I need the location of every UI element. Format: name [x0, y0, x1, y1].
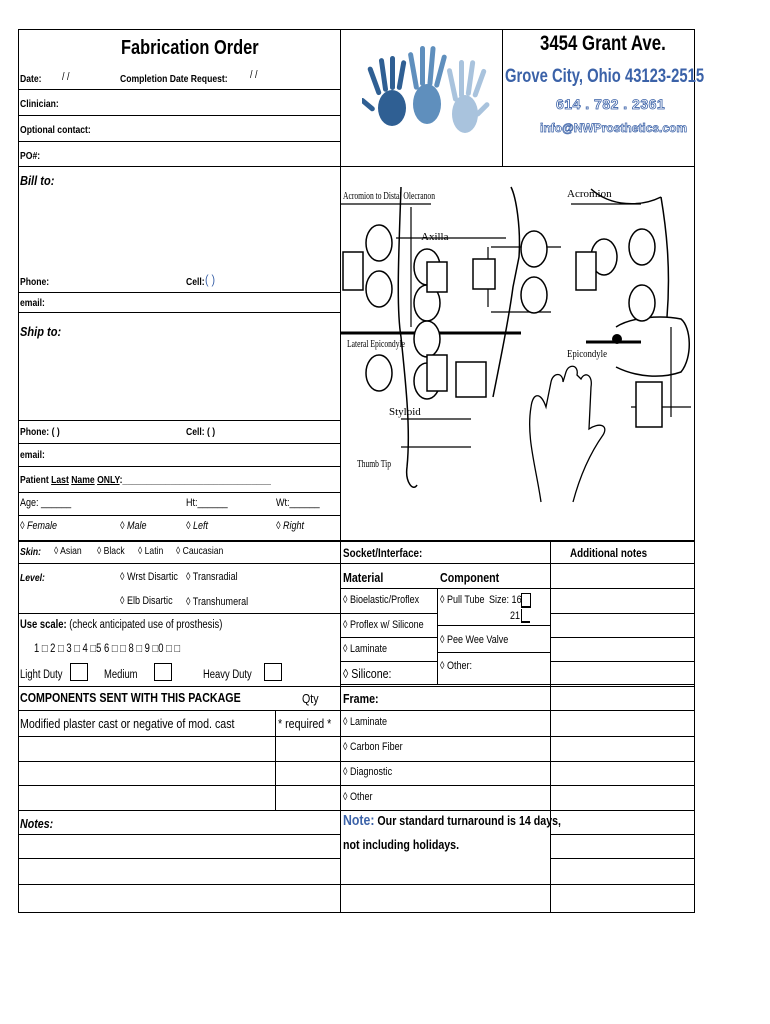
level-label: Level: [20, 572, 45, 584]
measurement-box[interactable] [473, 259, 495, 289]
additional-notes-header: Additional notes [570, 546, 648, 560]
light-duty-label: Light Duty [20, 669, 63, 681]
divider [340, 563, 695, 564]
arm-outline-mid [493, 187, 519, 397]
divider [550, 834, 695, 835]
patient-prefix: Patient [20, 474, 52, 486]
divider [340, 761, 695, 762]
po-label: PO#: [20, 150, 41, 162]
frame-diagnostic[interactable]: ◊ Diagnostic [343, 766, 393, 778]
divider [18, 420, 340, 421]
divider [340, 684, 695, 685]
material-divider [437, 588, 438, 684]
bill-to-label: Bill to: [20, 173, 55, 188]
measurement-circle[interactable] [414, 321, 440, 357]
divider [18, 89, 340, 90]
clinician-label: Clinician: [20, 98, 59, 110]
divider [18, 785, 340, 786]
divider [18, 115, 340, 116]
medium-label: Medium [104, 669, 138, 681]
scale-numbers[interactable]: 1 □ 2 □ 3 □ 4 □5 6 □ □ 8 □ 9 □0 □ □ [34, 643, 181, 655]
component-size-16: Size: 16 [489, 594, 522, 606]
use-scale-row [20, 619, 222, 631]
measurement-box[interactable] [427, 355, 447, 391]
medium-checkbox[interactable] [154, 663, 172, 681]
hand-light-icon [447, 60, 491, 133]
label-thumb-tip: Thumb Tip [357, 458, 392, 470]
measurement-box[interactable] [427, 262, 447, 292]
ship-to-label: Ship to: [20, 324, 62, 339]
component-pull-tube[interactable]: ◊ Pull Tube [440, 594, 485, 606]
material-silicone[interactable]: ◊ Silicone: [343, 666, 392, 681]
logo-divider [502, 29, 503, 166]
divider [18, 312, 340, 313]
divider [18, 710, 340, 711]
material-laminate[interactable]: ◊ Laminate [343, 643, 388, 655]
measurement-circle[interactable] [366, 225, 392, 261]
bill-email-label: email: [20, 297, 45, 309]
measurement-circle[interactable] [366, 271, 392, 307]
skin-black[interactable]: ◊ Black [97, 545, 125, 557]
form-title: Fabrication Order [121, 37, 259, 59]
label-lateral-epicondyle: Lateral Epicondyle [347, 338, 406, 350]
measurement-circle[interactable] [366, 355, 392, 391]
hand-outline-icon [530, 366, 605, 502]
material-label: Material [343, 570, 384, 585]
address-line-2: Grove City, Ohio 43123-2515 [505, 66, 705, 87]
divider [340, 785, 695, 786]
bill-phone-label: Phone: [20, 276, 50, 288]
frame-carbon-fiber[interactable]: ◊ Carbon Fiber [343, 741, 403, 753]
divider [18, 613, 340, 614]
component-row-1: Modified plaster cast or negative of mod. cast [20, 716, 235, 731]
diagram-shapes [343, 225, 662, 427]
socket-header: Socket/Interface: [343, 546, 423, 560]
completion-date-value[interactable]: / / [250, 69, 258, 81]
required-note: * required * [278, 716, 332, 731]
divider [18, 466, 340, 467]
divider [18, 540, 695, 542]
skin-latin[interactable]: ◊ Latin [138, 545, 164, 557]
divider [550, 661, 695, 662]
measurement-circle[interactable] [629, 229, 655, 265]
divider [18, 858, 340, 859]
divider [18, 292, 340, 293]
divider [340, 588, 695, 589]
ht-field[interactable]: Ht:______ [186, 497, 228, 509]
component-pee-wee[interactable]: ◊ Pee Wee Valve [440, 634, 509, 646]
date-label: Date: [20, 73, 42, 85]
divider [340, 810, 695, 811]
date-value[interactable]: / / [62, 71, 70, 83]
divider [18, 761, 340, 762]
female-option[interactable]: ◊ Female [20, 520, 58, 532]
bill-cell-paren[interactable]: ( ) [205, 272, 216, 287]
measurement-diagram [341, 167, 695, 540]
heavy-duty-checkbox[interactable] [264, 663, 282, 681]
level-transhumeral[interactable]: ◊ Transhumeral [186, 596, 249, 608]
light-duty-checkbox[interactable] [70, 663, 88, 681]
measurement-circle[interactable] [521, 277, 547, 313]
divider [18, 810, 340, 811]
hand-mid-icon [408, 46, 448, 124]
ship-email-label: email: [20, 449, 45, 461]
divider [18, 515, 340, 516]
skin-asian[interactable]: ◊ Asian [54, 545, 82, 557]
divider [18, 563, 340, 564]
label-axilla: Axilla [421, 231, 449, 243]
frame-label: Frame: [343, 691, 379, 706]
company-phone: 614 . 782 . 2361 [556, 96, 666, 112]
heavy-duty-label: Heavy Duty [203, 669, 252, 681]
divider [340, 637, 437, 638]
epicondyle-dot [612, 334, 622, 344]
divider [550, 637, 695, 638]
measurement-circle[interactable] [521, 231, 547, 267]
turnaround-note [343, 812, 561, 829]
measurement-box[interactable] [343, 252, 363, 290]
use-scale-label: Use scale: [20, 619, 67, 631]
patient-last: Last [51, 474, 69, 486]
divider [340, 710, 695, 711]
label-epicondyle: Epicondyle [567, 348, 608, 360]
use-scale-hint: (check anticipated use of prosthesis) [69, 619, 223, 631]
label-styloid: Styloid [389, 406, 421, 418]
hand-dark-icon [362, 56, 407, 126]
component-size-21: 21 [510, 610, 521, 622]
divider [437, 652, 550, 653]
divider [18, 141, 340, 142]
divider [437, 625, 550, 626]
measurement-box[interactable] [456, 362, 486, 397]
male-option[interactable]: ◊ Male [120, 520, 147, 532]
wt-field[interactable]: Wt:______ [276, 497, 320, 509]
material-bioelastic[interactable]: ◊ Bioelastic/Proflex [343, 594, 420, 606]
completion-date-label: Completion Date Request: [120, 73, 228, 85]
component-other[interactable]: ◊ Other: [440, 660, 473, 672]
left-option[interactable]: ◊ Left [186, 520, 209, 532]
patient-name-line[interactable]: :_______________________________ [119, 474, 271, 486]
note-word: Note: [343, 812, 375, 829]
divider [18, 686, 695, 687]
divider [18, 834, 340, 835]
company-email[interactable]: info@NWProsthetics.com [540, 121, 688, 135]
frame-laminate[interactable]: ◊ Laminate [343, 716, 388, 728]
divider [18, 736, 340, 737]
label-acromion: Acromion [567, 188, 612, 200]
ship-cell-label: Cell: ( ) [186, 426, 216, 438]
patient-name-label [20, 474, 271, 486]
divider [550, 858, 695, 859]
patient-only: ONLY [97, 474, 120, 486]
divider [340, 661, 437, 662]
divider [340, 736, 695, 737]
qty-label: Qty [302, 691, 319, 706]
divider [550, 613, 695, 614]
size-16-checkbox[interactable] [521, 593, 531, 608]
divider [18, 884, 695, 885]
level-elbow[interactable]: ◊ Elb Disartic [120, 595, 173, 607]
qty-divider [275, 710, 276, 810]
divider [340, 613, 437, 614]
label-acromion-olecranon: Acromion to Distal Olecranon [343, 190, 436, 202]
hands-logo [362, 38, 492, 142]
age-field[interactable]: Age: ______ [20, 497, 72, 509]
measurement-box[interactable] [636, 382, 662, 427]
component-label: Component [440, 570, 500, 585]
ship-phone-label: Phone: ( ) [20, 426, 60, 438]
address-line-1: 3454 Grant Ave. [540, 32, 666, 55]
notes-label: Notes: [20, 816, 54, 831]
skin-caucasian[interactable]: ◊ Caucasian [176, 545, 224, 557]
right-option[interactable]: ◊ Right [276, 520, 305, 532]
divider [18, 166, 340, 167]
patient-name-word: Name [71, 474, 95, 486]
note-text: Our standard turnaround is 14 days, [374, 813, 562, 828]
turnaround-note-2: not including holidays. [343, 837, 460, 852]
measurement-circle[interactable] [629, 285, 655, 321]
elbow-outline [616, 317, 689, 376]
level-wrist[interactable]: ◊ Wrst Disartic [120, 571, 178, 583]
optional-contact-label: Optional contact: [20, 124, 91, 136]
level-transradial[interactable]: ◊ Transradial [186, 571, 238, 583]
divider [18, 443, 340, 444]
measurement-box[interactable] [576, 252, 596, 290]
material-proflex-silicone[interactable]: ◊ Proflex w/ Silicone [343, 619, 424, 631]
frame-other[interactable]: ◊ Other [343, 791, 373, 803]
components-header: COMPONENTS SENT WITH THIS PACKAGE [20, 690, 241, 705]
size-21-checkbox[interactable] [521, 609, 530, 623]
bill-cell-label: Cell: [186, 276, 205, 288]
divider [18, 492, 340, 493]
skin-label: Skin: [20, 546, 42, 558]
